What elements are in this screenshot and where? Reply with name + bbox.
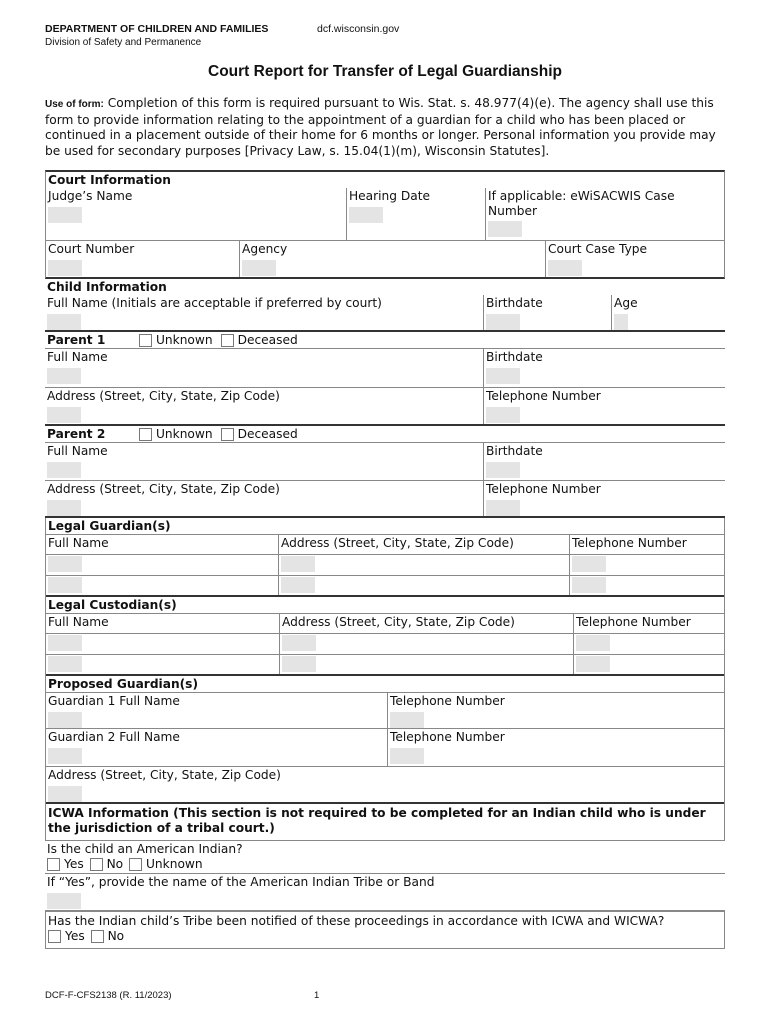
guardians-address-header: Address (Street, City, State, Zip Code) <box>279 535 570 554</box>
icwa-q1-yes-option[interactable] <box>47 857 84 871</box>
parent2-unknown-label: Unknown <box>156 427 213 441</box>
agency-cell <box>240 241 546 277</box>
custodians-address-header: Address (Street, City, State, Zip Code) <box>280 614 574 633</box>
parent1-heading-row <box>45 332 725 349</box>
table-row <box>46 576 724 597</box>
parent1-birthdate-cell <box>484 349 725 387</box>
parent1-address-cell <box>45 388 484 424</box>
icwa-q3-block <box>45 911 725 949</box>
parent2-heading: Parent 2 <box>47 427 106 441</box>
child-information-section <box>45 279 725 332</box>
case-number-cell <box>486 188 724 240</box>
icwa-q1-unknown-option[interactable] <box>129 857 203 871</box>
agency-field[interactable] <box>242 260 276 276</box>
icwa-q3-label: Has the Indian child’s Tribe been notified of these proceedings in accordance with ICWA and WICWA? <box>48 914 665 928</box>
child-name-label: Full Name (Initials are acceptable if preferred by court) <box>47 296 382 310</box>
case-number-field[interactable] <box>488 221 522 237</box>
parent2-address-field[interactable] <box>47 500 81 516</box>
icwa-q1-no-option[interactable] <box>90 857 124 871</box>
parent2-deceased-option[interactable] <box>221 427 298 442</box>
case-type-cell <box>546 241 724 277</box>
proposed-g1-name-cell <box>46 693 388 728</box>
division-name: Division of Safety and Permanence <box>45 37 202 48</box>
child-name-cell <box>45 295 484 330</box>
proposed-g1-phone-cell <box>388 693 724 728</box>
table-row <box>46 655 724 676</box>
custodian1-address-field[interactable] <box>282 635 316 651</box>
parent2-name-field[interactable] <box>47 462 81 478</box>
icwa-q3-no-label: No <box>107 929 125 943</box>
proposed-g1-phone-field[interactable] <box>390 712 424 728</box>
icwa-section <box>45 804 725 949</box>
custodian1-name-field[interactable] <box>48 635 82 651</box>
custodians-phone-header: Telephone Number <box>576 615 691 629</box>
icwa-q1-unknown-label: Unknown <box>146 857 203 871</box>
guardians-phone-header: Telephone Number <box>572 536 687 550</box>
parent1-unknown-checkbox[interactable] <box>139 334 152 347</box>
parent1-name-cell <box>45 349 484 387</box>
court-number-field[interactable] <box>48 260 82 276</box>
parent1-name-field[interactable] <box>47 368 81 384</box>
case-number-label: If applicable: eWiSACWIS Case Number <box>488 189 675 218</box>
icwa-q1-yes-checkbox[interactable] <box>47 858 60 871</box>
child-age-cell <box>612 295 725 330</box>
parent2-birthdate-label: Birthdate <box>486 444 543 458</box>
parent1-deceased-option[interactable] <box>221 333 298 348</box>
proposed-g2-name-field[interactable] <box>48 748 82 764</box>
parent2-birthdate-cell <box>484 443 725 480</box>
proposed-g2-name-cell <box>46 729 388 766</box>
parent1-address-field[interactable] <box>47 407 81 423</box>
court-number-cell <box>46 241 240 277</box>
intro-paragraph <box>45 96 725 159</box>
hearing-date-label: Hearing Date <box>349 189 430 203</box>
parent1-phone-cell <box>484 388 725 424</box>
proposed-guardians-heading: Proposed Guardian(s) <box>48 677 199 691</box>
proposed-address-cell <box>46 767 724 802</box>
proposed-g1-phone-label: Telephone Number <box>390 694 505 708</box>
intro-text: Completion of this form is required pursuant to Wis. Stat. s. 48.977(4)(e). The agency shall use this form to provide information relating to the appointment of a guardian for a child who has been placed or continued in a placement outside of their home for 6 months or longer. Personal information you provide may be used for secondary purposes [Privacy Law, s. 15.04(1)(m), Wisconsin Statutes]. <box>45 96 716 158</box>
parent1-phone-field[interactable] <box>486 407 520 423</box>
legal-custodians-section <box>45 597 725 676</box>
icwa-q2-block <box>45 874 725 911</box>
custodian1-phone-field[interactable] <box>576 635 610 651</box>
child-information-heading: Child Information <box>47 280 167 294</box>
parent2-heading-row <box>45 426 725 443</box>
hearing-date-field[interactable] <box>349 207 383 223</box>
parent1-unknown-option[interactable] <box>139 333 213 348</box>
icwa-q1-yes-label: Yes <box>64 857 84 871</box>
guardian2-address-field[interactable] <box>281 577 315 593</box>
parent1-section <box>45 332 725 426</box>
child-birthdate-label: Birthdate <box>486 296 543 310</box>
icwa-q3-yes-checkbox[interactable] <box>48 930 61 943</box>
parent2-section <box>45 426 725 518</box>
guardian2-name-field[interactable] <box>48 577 82 593</box>
parent1-birthdate-field[interactable] <box>486 368 520 384</box>
judge-name-cell <box>46 188 347 240</box>
parent1-name-label: Full Name <box>47 350 108 364</box>
custodian2-phone-field[interactable] <box>576 656 610 672</box>
parent1-address-label: Address (Street, City, State, Zip Code) <box>47 389 280 403</box>
child-age-field[interactable] <box>614 314 628 330</box>
agency-label: Agency <box>242 242 288 256</box>
icwa-q1-no-label: No <box>106 857 124 871</box>
case-type-label: Court Case Type <box>548 242 648 256</box>
court-information-heading: Court Information <box>45 170 725 188</box>
guardian1-address-field[interactable] <box>281 556 315 572</box>
website-url[interactable]: dcf.wisconsin.gov <box>317 23 400 35</box>
icwa-q1-block <box>45 841 725 874</box>
parent2-name-cell <box>45 443 484 480</box>
custodians-name-header: Full Name <box>46 614 280 633</box>
proposed-g2-phone-label: Telephone Number <box>390 730 505 744</box>
child-name-field[interactable] <box>47 314 81 330</box>
icwa-q3-yes-option[interactable] <box>48 929 85 943</box>
proposed-g2-phone-cell <box>388 729 724 766</box>
icwa-q3-no-checkbox[interactable] <box>91 930 104 943</box>
icwa-q3-yes-label: Yes <box>65 929 85 943</box>
child-birthdate-field[interactable] <box>486 314 520 330</box>
parent2-phone-field[interactable] <box>486 500 520 516</box>
icwa-heading: ICWA Information (This section is not required to be completed for an Indian child who is under the jurisdiction of a tribal court.) <box>45 804 725 841</box>
parent2-phone-cell <box>484 481 725 516</box>
custodian2-name-field[interactable] <box>48 656 82 672</box>
icwa-q2-label: If “Yes”, provide the name of the American Indian Tribe or Band <box>47 875 435 889</box>
intro-label: Use of form: <box>45 99 104 110</box>
proposed-address-label: Address (Street, City, State, Zip Code) <box>48 768 281 782</box>
proposed-g2-phone-field[interactable] <box>390 748 424 764</box>
proposed-g1-name-label: Guardian 1 Full Name <box>48 694 180 708</box>
proposed-g2-name-label: Guardian 2 Full Name <box>48 730 180 744</box>
table-row <box>46 634 724 655</box>
child-birthdate-cell <box>484 295 612 330</box>
icwa-q1-label: Is the child an American Indian? <box>47 842 243 856</box>
proposed-guardians-section <box>45 676 725 804</box>
form-id: DCF-F-CFS2138 (R. 11/2023) <box>45 990 172 1001</box>
parent2-name-label: Full Name <box>47 444 108 458</box>
icwa-q3-no-option[interactable] <box>91 929 125 943</box>
guardian2-phone-field[interactable] <box>572 577 606 593</box>
icwa-q1-unknown-checkbox[interactable] <box>129 858 142 871</box>
parent1-phone-label: Telephone Number <box>486 389 601 403</box>
parent1-birthdate-label: Birthdate <box>486 350 543 364</box>
hearing-date-cell <box>347 188 486 240</box>
parent2-phone-label: Telephone Number <box>486 482 601 496</box>
custodian2-address-field[interactable] <box>282 656 316 672</box>
parent2-unknown-checkbox[interactable] <box>139 428 152 441</box>
parent1-deceased-label: Deceased <box>237 333 298 347</box>
parent2-unknown-option[interactable] <box>139 427 213 442</box>
child-age-label: Age <box>614 296 638 310</box>
guardian1-name-field[interactable] <box>48 556 82 572</box>
icwa-q1-no-checkbox[interactable] <box>90 858 103 871</box>
page-title: Court Report for Transfer of Legal Guardianship <box>208 63 562 80</box>
legal-guardians-section <box>45 518 725 597</box>
parent1-heading: Parent 1 <box>47 333 106 347</box>
guardian1-phone-field[interactable] <box>572 556 606 572</box>
tribe-name-field[interactable] <box>47 893 81 909</box>
proposed-address-field[interactable] <box>48 786 82 802</box>
legal-custodians-heading: Legal Custodian(s) <box>46 597 724 614</box>
case-type-field[interactable] <box>548 260 582 276</box>
court-report-form <box>45 170 725 949</box>
judge-name-label: Judge’s Name <box>48 189 133 203</box>
parent2-deceased-checkbox[interactable] <box>221 428 234 441</box>
legal-guardians-heading: Legal Guardian(s) <box>46 518 724 535</box>
parent1-unknown-label: Unknown <box>156 333 213 347</box>
parent2-birthdate-field[interactable] <box>486 462 520 478</box>
parent2-deceased-label: Deceased <box>237 427 298 441</box>
proposed-g1-name-field[interactable] <box>48 712 82 728</box>
parent1-deceased-checkbox[interactable] <box>221 334 234 347</box>
court-information-section <box>45 170 725 279</box>
judge-name-field[interactable] <box>48 207 82 223</box>
table-row <box>46 555 724 576</box>
parent2-address-label: Address (Street, City, State, Zip Code) <box>47 482 280 496</box>
guardians-name-header: Full Name <box>46 535 279 554</box>
court-number-label: Court Number <box>48 242 135 256</box>
page-number: 1 <box>314 990 320 1001</box>
parent2-address-cell <box>45 481 484 516</box>
department-name: DEPARTMENT OF CHILDREN AND FAMILIES <box>45 23 269 35</box>
